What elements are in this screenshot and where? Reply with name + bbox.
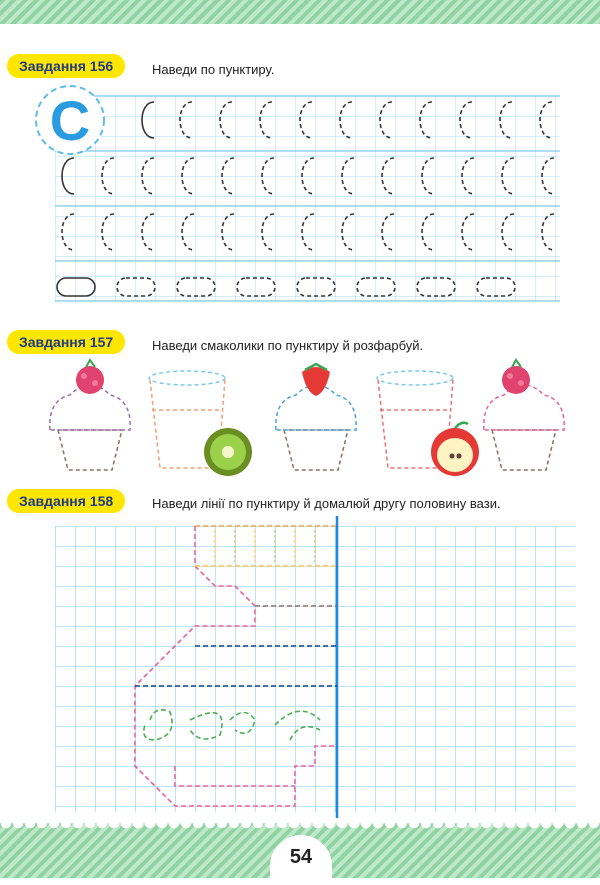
- task-instruction-156: Наведи по пунктиру.: [152, 62, 275, 77]
- task-badge-156: Завдання 156: [5, 52, 127, 80]
- task-instruction-157: Наведи смаколики по пунктиру й розфарбуй.: [152, 338, 424, 353]
- treat-apple-glass: [377, 371, 479, 476]
- page-number: 54: [270, 835, 332, 885]
- treat-kiwi-glass: [149, 371, 252, 476]
- vase-grid: [55, 526, 575, 812]
- treat-strawberry-cupcake: [276, 364, 356, 470]
- task-instruction-158: Наведи лінії по пунктиру й домалюй другу половину вази.: [152, 496, 501, 511]
- task-badge-158: Завдання 158: [5, 487, 127, 515]
- treat-raspberry-cupcake-pink: [484, 360, 564, 470]
- sample-letter-cloud: [36, 86, 104, 154]
- treat-raspberry-cupcake: [50, 360, 130, 470]
- svg-text:C: C: [49, 89, 91, 152]
- task-badge-157: Завдання 157: [5, 328, 127, 356]
